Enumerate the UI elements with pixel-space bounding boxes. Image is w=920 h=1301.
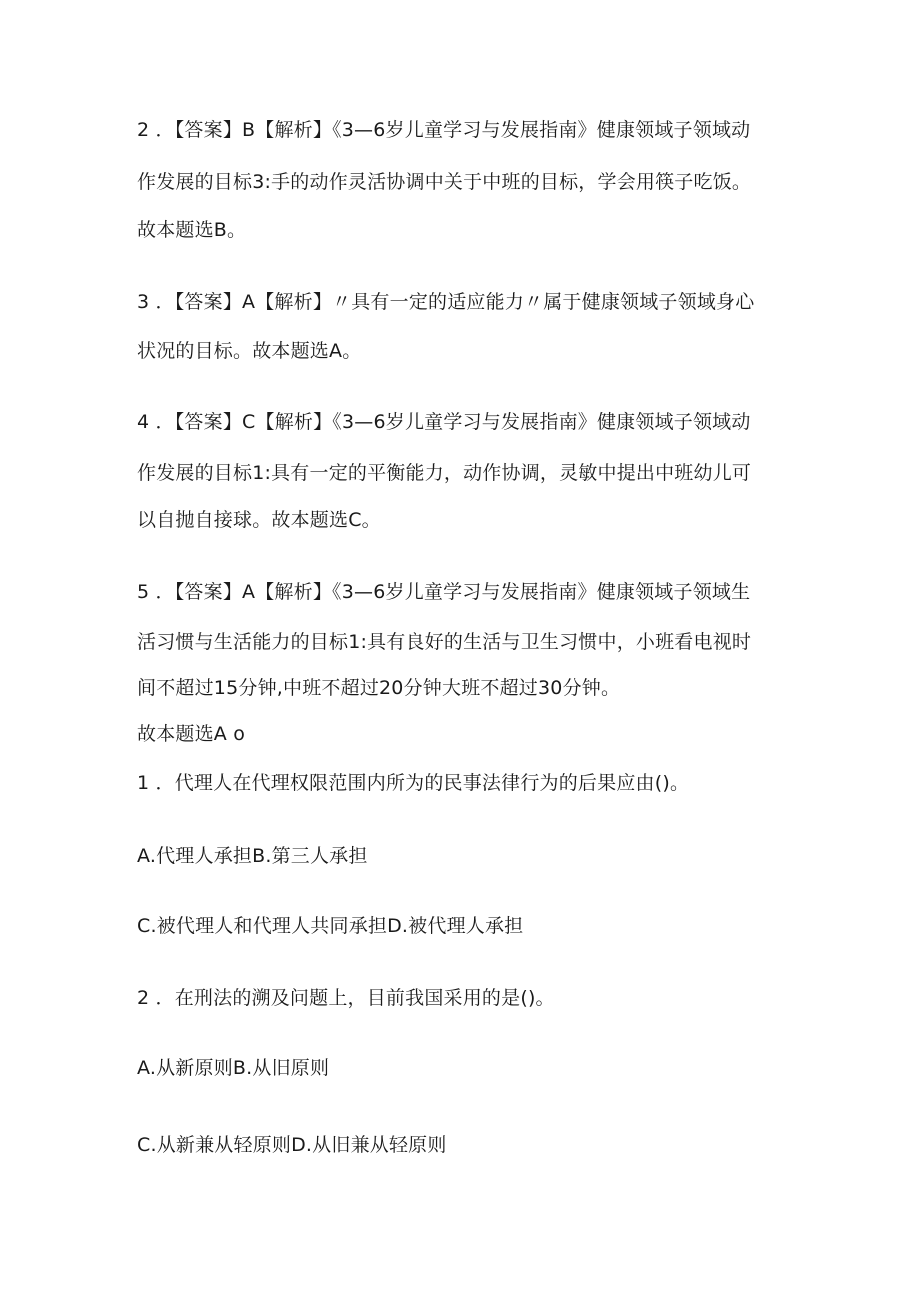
answer-3-line-1: 3 ．【答案】A【解析】〃具有一定的适应能力〃属于健康领域子领域身心	[137, 291, 755, 313]
question-2-stem: 2 ．在刑法的溯及问题上，目前我国采用的是()。	[137, 987, 555, 1009]
answer-4-line-3: 以自抛自接球。故本题选C。	[137, 509, 381, 531]
answer-3-line-2: 状况的目标。故本题选A。	[137, 340, 362, 362]
answer-5-line-4: 故本题选A o	[137, 723, 246, 745]
question-1-options-cd: C.被代理人和代理人共同承担D.被代理人承担	[137, 915, 524, 937]
answer-2-line-2: 作发展的目标3:手的动作灵活协调中关于中班的目标，学会用筷子吃饭。	[137, 171, 752, 193]
answer-4-line-1: 4 ．【答案】C【解析】《3—6岁儿童学习与发展指南》健康领域子领域动	[137, 411, 751, 433]
answer-5-line-2: 活习惯与生活能力的目标1:具有良好的生活与卫生习惯中，小班看电视时	[137, 631, 752, 653]
question-2-options-ab: A.从新原则B.从旧原则	[137, 1057, 330, 1079]
answer-2-line-1: 2 ．【答案】B【解析】《3—6岁儿童学习与发展指南》健康领域子领域动	[137, 119, 751, 141]
answer-4-line-2: 作发展的目标1:具有一定的平衡能力，动作协调，灵敏中提出中班幼儿可	[137, 462, 752, 484]
answer-5-line-3: 间不超过15分钟,中班不超过20分钟大班不超过30分钟。	[137, 677, 621, 699]
question-1-options-ab: A.代理人承担B.第三人承担	[137, 845, 368, 867]
question-2-options-cd: C.从新兼从轻原则D.从旧兼从轻原则	[137, 1134, 447, 1156]
answer-2-line-3: 故本题选B。	[137, 219, 247, 241]
answer-5-line-1: 5 ．【答案】A【解析】《3—6岁儿童学习与发展指南》健康领域子领域生	[137, 581, 751, 603]
question-1-stem: 1 ．代理人在代理权限范围内所为的民事法律行为的后果应由()。	[137, 772, 690, 794]
